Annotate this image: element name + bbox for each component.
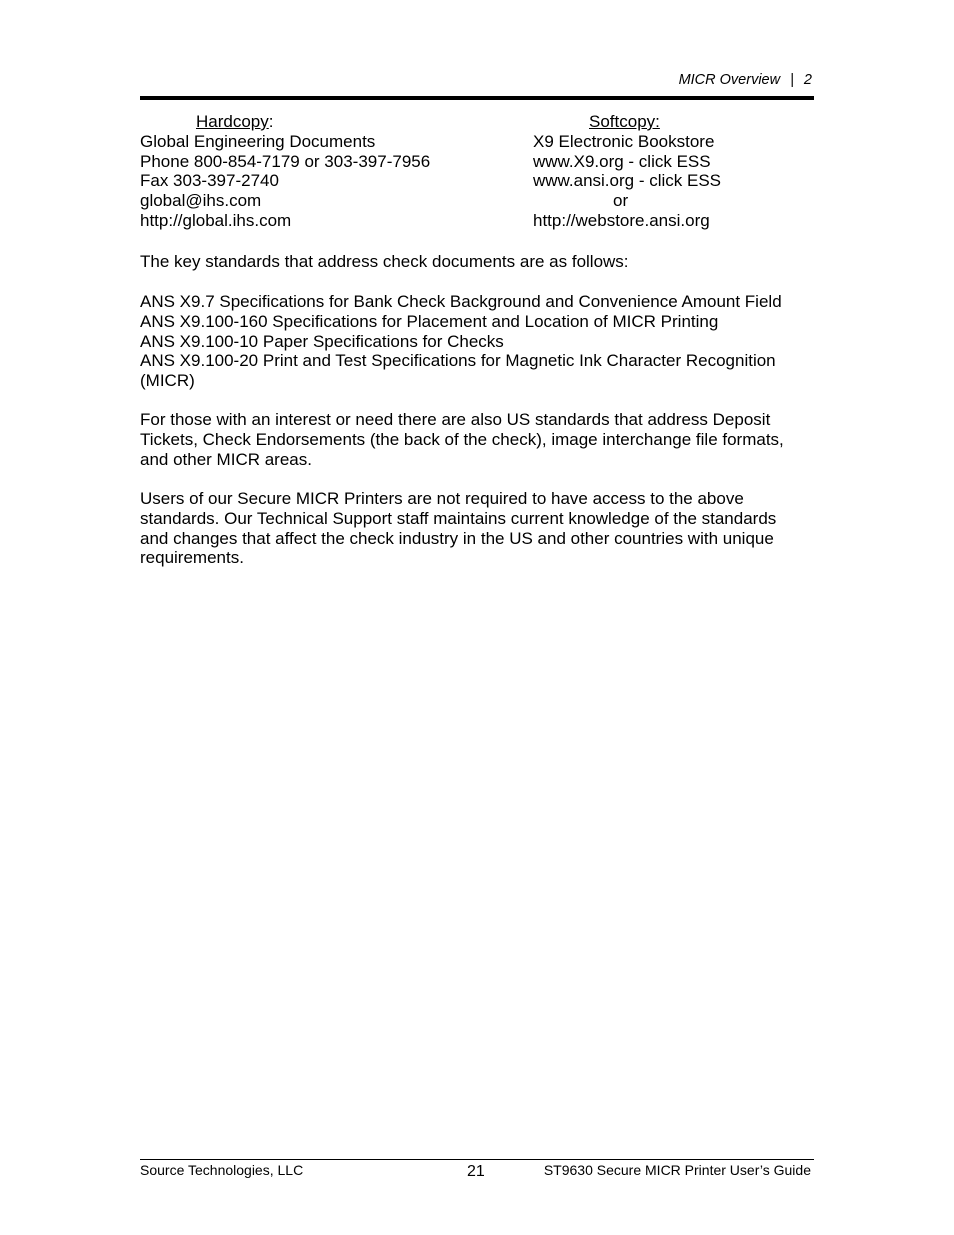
standards-list: [140, 292, 814, 391]
paragraph-line: and other MICR areas.: [140, 449, 312, 469]
hardcopy-heading-line: [140, 112, 520, 132]
running-header: [679, 72, 812, 88]
hardcopy-heading-colon: :: [268, 112, 274, 131]
paragraph-line: standards. Our Technical Support staff maintains current knowledge of the standards: [140, 508, 777, 528]
hardcopy-org: Global Engineering Documents: [140, 131, 376, 151]
header-section-title: MICR Overview: [678, 72, 781, 88]
paragraph-line: requirements.: [140, 548, 244, 568]
softcopy-heading: Softcopy:: [589, 112, 660, 131]
softcopy-store: X9 Electronic Bookstore: [533, 131, 715, 151]
intro-text: The key standards that address check documents are as follows:: [140, 252, 629, 271]
standard-item: ANS X9.100-160 Specifications for Placement and Location of MICR Printing: [140, 311, 719, 331]
footer-page-number: 21: [467, 1163, 485, 1180]
header-separator: |: [790, 72, 794, 88]
paragraph-line: For those with an interest or need there are also US standards that address Deposit: [140, 410, 771, 429]
softcopy-or: or: [613, 191, 629, 211]
hardcopy-email: global@ihs.com: [140, 191, 262, 211]
standards-intro: [140, 252, 814, 272]
standard-item: ANS X9.100-10 Paper Specifications for Checks: [140, 331, 504, 351]
paragraph-other-standards: [140, 410, 814, 469]
header-rule: [140, 96, 814, 100]
hardcopy-fax: Fax 303-397-2740: [140, 171, 279, 191]
paragraph-users: [140, 489, 814, 568]
hardcopy-column: [140, 112, 520, 231]
softcopy-webstore: http://webstore.ansi.org: [533, 210, 710, 230]
contact-columns: [140, 112, 814, 232]
standard-item: ANS X9.7 Specifications for Bank Check Background and Convenience Amount Field: [140, 292, 782, 311]
softcopy-column: [533, 112, 813, 231]
hardcopy-website: http://global.ihs.com: [140, 210, 292, 230]
hardcopy-heading: Hardcopy: [196, 112, 269, 131]
standard-item: ANS X9.100-20 Print and Test Specifications for Magnetic Ink Character Recognition: [140, 351, 776, 371]
footer-document-title: ST9630 Secure MICR Printer User’s Guide: [543, 1162, 811, 1178]
paragraph-line: and changes that affect the check industry in the US and other countries with unique: [140, 528, 774, 548]
footer-rule: [140, 1159, 814, 1160]
softcopy-ansi-link: www.ansi.org - click ESS: [533, 171, 721, 191]
standard-item: (MICR): [140, 371, 195, 391]
softcopy-x9-link: www.X9.org - click ESS: [533, 151, 711, 171]
hardcopy-phone: Phone 800-854-7179 or 303-397-7956: [140, 151, 431, 171]
header-chapter-number: 2: [803, 72, 812, 88]
page-footer: [140, 1162, 814, 1184]
paragraph-line: Tickets, Check Endorsements (the back of the check), image interchange file formats,: [140, 429, 784, 449]
footer-company: Source Technologies, LLC: [140, 1162, 304, 1178]
paragraph-line: Users of our Secure MICR Printers are not required to have access to the above: [140, 489, 744, 508]
softcopy-heading-line: [533, 112, 813, 132]
